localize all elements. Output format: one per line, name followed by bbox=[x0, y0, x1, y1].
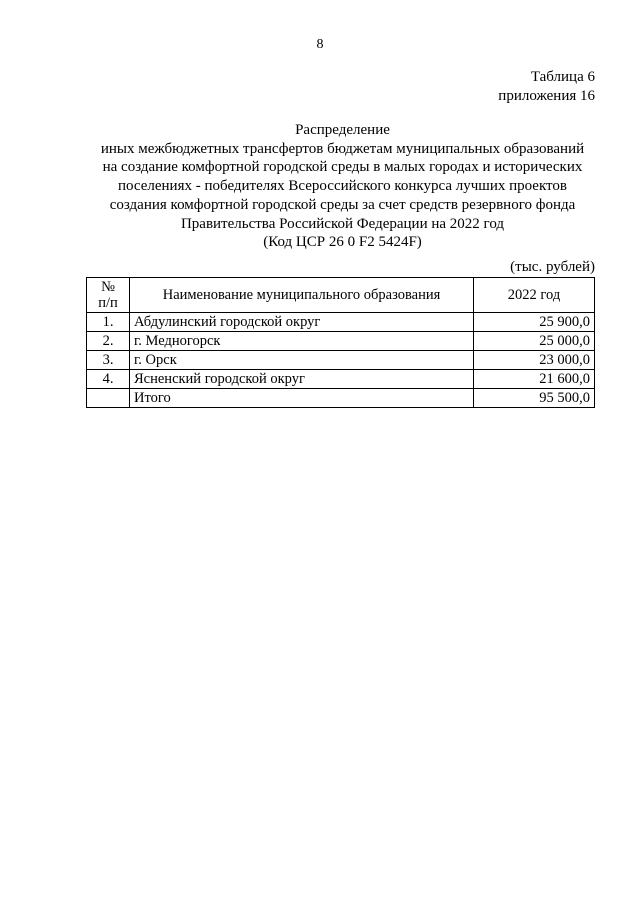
document-heading bbox=[70, 121, 615, 252]
row-name: Ясненский городской округ bbox=[130, 370, 474, 389]
page-number: 8 bbox=[316, 37, 324, 52]
column-header-number-line2: п/п bbox=[98, 295, 118, 311]
table-row bbox=[87, 332, 595, 351]
total-number bbox=[87, 389, 130, 408]
row-number: 1. bbox=[87, 313, 130, 332]
row-value: 25 000,0 bbox=[474, 332, 595, 351]
row-name: Абдулинский городской округ bbox=[130, 313, 474, 332]
table-reference bbox=[498, 68, 595, 106]
row-name: г. Орск bbox=[130, 351, 474, 370]
table-reference-line1: Таблица 6 bbox=[530, 69, 595, 85]
heading-line: Распределение bbox=[295, 122, 390, 138]
row-value: 23 000,0 bbox=[474, 351, 595, 370]
column-header-number bbox=[87, 278, 130, 313]
row-value: 25 900,0 bbox=[474, 313, 595, 332]
total-label: Итого bbox=[130, 389, 474, 408]
table-header-row bbox=[87, 278, 595, 313]
table-total-row bbox=[87, 389, 595, 408]
heading-line: Правительства Российской Федерации на 2022 год bbox=[180, 215, 505, 232]
row-value: 21 600,0 bbox=[474, 370, 595, 389]
table-row bbox=[87, 313, 595, 332]
total-value: 95 500,0 bbox=[474, 389, 595, 408]
heading-line: поселениях - победителях Всероссийского конкурса лучших проектов bbox=[117, 178, 567, 195]
table-row bbox=[87, 351, 595, 370]
table-row bbox=[87, 370, 595, 389]
row-number: 2. bbox=[87, 332, 130, 351]
heading-line: иных межбюджетных трансфертов бюджетам муниципальных образований bbox=[100, 140, 585, 157]
row-name: г. Медногорск bbox=[130, 332, 474, 351]
column-header-name: Наименование муниципального образования bbox=[130, 278, 474, 313]
table-reference-line2: приложения 16 bbox=[498, 88, 595, 104]
column-header-year: 2022 год bbox=[474, 278, 595, 313]
row-number: 4. bbox=[87, 370, 130, 389]
heading-line: создания комфортной городской среды за счет средств резервного фонда bbox=[109, 196, 576, 213]
heading-line: на создание комфортной городской среды в малых городах и исторических bbox=[102, 159, 583, 176]
units-label: (тыс. рублей) bbox=[510, 259, 595, 275]
column-header-number-line1: № bbox=[101, 279, 115, 295]
distribution-table bbox=[86, 277, 595, 408]
row-number: 3. bbox=[87, 351, 130, 370]
heading-line: (Код ЦСР 26 0 F2 5424F) bbox=[263, 234, 422, 251]
